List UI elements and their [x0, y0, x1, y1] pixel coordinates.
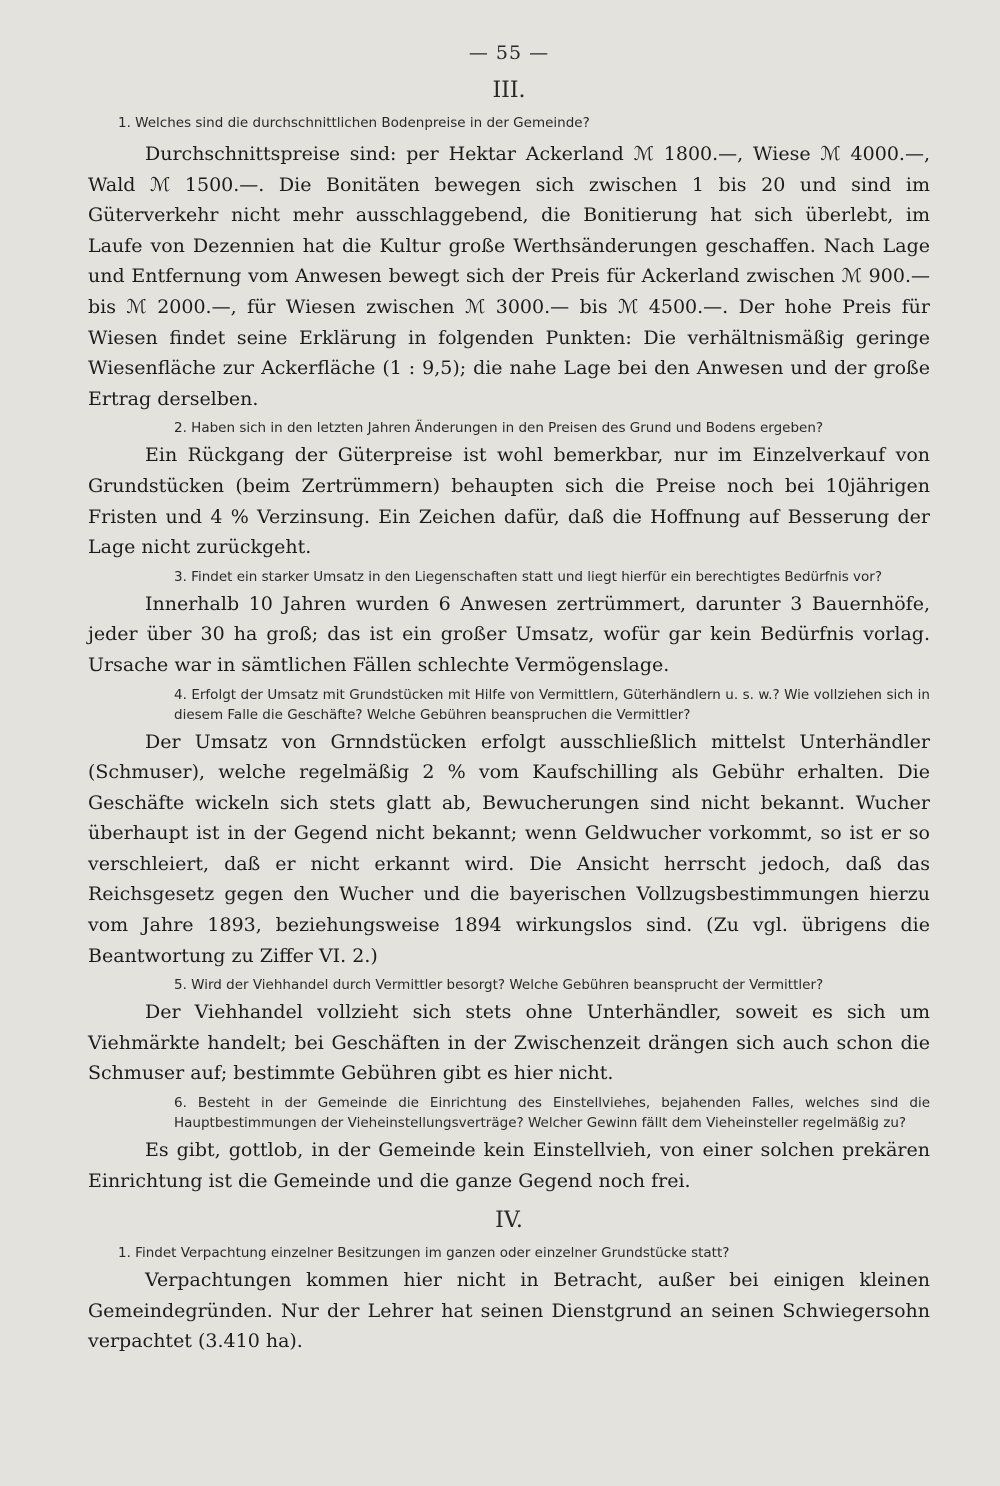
answer-iii-3: Innerhalb 10 Jahren wurden 6 Anwesen zertrümmert, darunter 3 Bauernhöfe, jeder über 30 ha groß; das ist ein großer Umsatz, wofür gar kein Bedürfnis vorlag. Ursache war in sämtlichen Fällen schlechte Vermögenslage.	[88, 592, 930, 676]
answer-iii-4: Der Umsatz von Grnndstücken erfolgt ausschließlich mittelst Unterhändler (Schmuser), welche regelmäßig 2 % vom Kaufschilling als Gebühr erhalten. Die Geschäfte wickeln sich stets glatt ab, Bewucherungen sind nicht bekannt. Wucher überhaupt ist in der Gegend nicht bekannt; wenn Geldwucher vorkommt, so ist er so verschleiert, daß er nicht erkannt wird. Die Ansicht herrscht jedoch, daß das Reichsgesetz gegen den Wucher und die bayerischen Vollzugsbestimmungen hierzu vom Jahre 1893, beziehungsweise 1894 wirkungslos sind. (Zu vgl. übrigens die Beantwortung zu Ziffer VI. 2.)	[88, 730, 930, 967]
page-number: — 55 —	[468, 42, 550, 64]
answer-iii-2: Ein Rückgang der Güterpreise ist wohl bemerkbar, nur im Einzelverkauf von Grundstücken (beim Zertrümmern) behaupten sich die Preise noch bei 10jährigen Fristen und 4 % Verzinsung. Ein Zeichen dafür, daß die Hoffnung auf Besserung der Lage nicht zurückgeht.	[88, 444, 930, 559]
section-heading-iv: IV.	[495, 1208, 523, 1234]
question-iii-3: 3. Findet ein starker Umsatz in den Liegenschaften statt und liegt hierfür ein berechtigtes Bedürfnis vor?	[174, 568, 883, 585]
question-iii-4: 4. Erfolgt der Umsatz mit Grundstücken mit Hilfe von Vermittlern, Güterhändlern u. s. w.? Wie vollziehen sich in diesem Falle die Geschäfte? Welche Gebühren beanspruchen die Vermittler?	[174, 686, 930, 723]
answer-iii-6: Es gibt, gottlob, in der Gemeinde kein Einstellvieh, von einer solchen prekären Einrichtung ist die Gemeinde und die ganze Gegend noch frei.	[88, 1139, 930, 1192]
question-iii-2: 2. Haben sich in den letzten Jahren Änderungen in den Preisen des Grund und Bodens ergeben?	[174, 420, 824, 437]
question-iv-1: 1. Findet Verpachtung einzelner Besitzungen im ganzen oder einzelner Grundstücke statt?	[118, 1245, 730, 1262]
section-heading-iii: III.	[492, 78, 526, 103]
question-iii-1: 1. Welches sind die durchschnittlichen Bodenpreise in der Gemeinde?	[118, 115, 590, 131]
answer-iv-1: Verpachtungen kommen hier nicht in Betracht, außer bei einigen kleinen Gemeindegründen. Nur der Lehrer hat seinen Dienstgrund an seinen Schwiegersohn verpachtet (3.410 ha).	[88, 1269, 930, 1353]
question-iii-5: 5. Wird der Viehhandel durch Vermittler besorgt? Welche Gebühren beansprucht der Vermittler?	[174, 977, 824, 994]
answer-iii-1: Durchschnittspreise sind: per Hektar Ackerland ℳ 1800.—, Wiese ℳ 4000.—, Wald ℳ 1500.—. Die Bonitäten bewegen sich zwischen 1 bis 20 und sind im Güterverkehr nicht mehr ausschlaggebend, die Bonitierung hat sich überlebt, im Laufe von Dezennien hat die Kultur große Werthsänderungen geschaffen. Nach Lage und Entfernung vom Anwesen bewegt sich der Preis für Ackerland zwischen ℳ 900.— bis ℳ 2000.—, für Wiesen zwischen ℳ 3000.— bis ℳ 4500.—. Der hohe Preis für Wiesen findet seine Erklärung in folgenden Punkten: Die verhältnismäßig geringe Wiesenfläche zur Ackerfläche (1 : 9,5); die nahe Lage bei den Anwesen und der große Ertrag derselben.	[88, 143, 930, 410]
question-iii-6: 6. Besteht in der Gemeinde die Einrichtung des Einstellviehes, bejahenden Falles, welches sind die Hauptbestimmungen der Vieheinstellungsverträge? Welcher Gewinn fällt dem Vieheinsteller regelmäßig zu?	[174, 1095, 930, 1132]
answer-iii-5: Der Viehhandel vollzieht sich stets ohne Unterhändler, soweit es sich um Viehmärkte handelt; bei Geschäften in der Zwischenzeit drängen sich auch schon die Schmuser auf; bestimmte Gebühren gibt es hier nicht.	[88, 1001, 930, 1085]
